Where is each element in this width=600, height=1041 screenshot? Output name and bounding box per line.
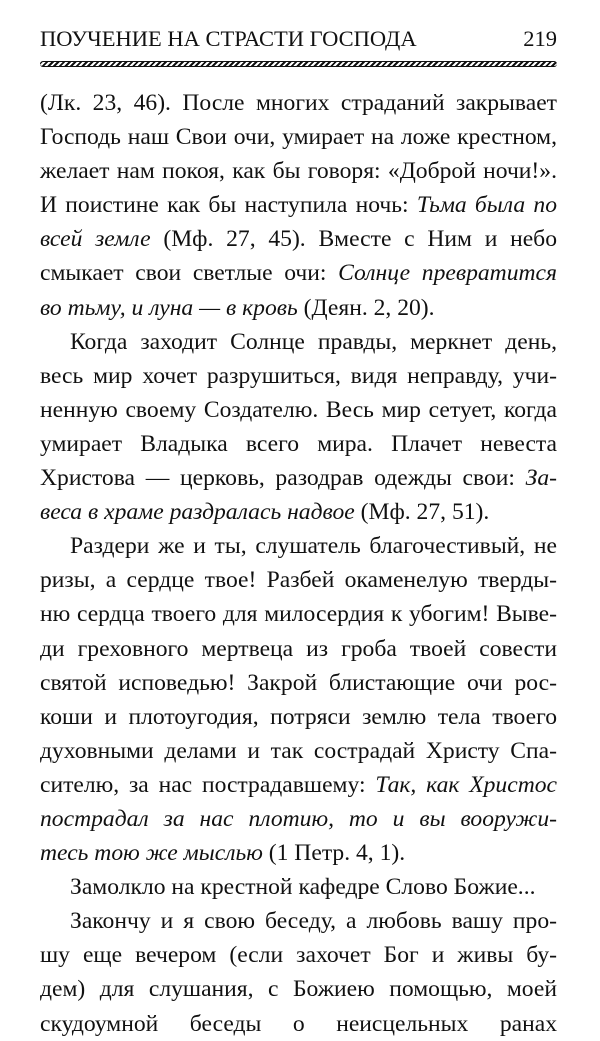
- text-line: [40, 972, 557, 1006]
- text-segment: Когда заходит Солнце правды, меркнет день,: [70, 328, 557, 355]
- italic-quote: Так, как Христос: [375, 771, 557, 798]
- text-line: [40, 86, 557, 120]
- text-line: [40, 120, 557, 154]
- text-segment: (1 Петр. 4, 1).: [262, 840, 406, 867]
- text-segment: желает нам покоя, как бы говоря: «Доброй ночи!».: [40, 158, 557, 185]
- text-segment: дем) для слушания, с Божиею помощью, моей: [40, 976, 557, 1003]
- text-line: [40, 666, 557, 700]
- text-line: [40, 495, 557, 529]
- text-segment: коши и плотоугодия, потряси землю тела твоего: [40, 703, 557, 730]
- text-segment: ненную своему Создателю. Весь мир сетует, когда: [40, 396, 557, 423]
- page-number: 219: [523, 26, 557, 51]
- text-segment: (Деян. 2, 20).: [297, 294, 435, 321]
- text-line: [40, 154, 557, 188]
- italic-quote: Тьма была по: [416, 192, 557, 219]
- italic-quote: тесь тою же мыслью: [40, 840, 263, 867]
- text-line: [40, 393, 557, 427]
- text-segment: (Мф. 27, 51).: [354, 499, 490, 526]
- text-segment: (Лк. 23, 46). После многих страданий закрывает: [40, 90, 557, 116]
- italic-quote: всей земле: [40, 226, 151, 253]
- text-segment: скудоумной беседы о неисцельных ранах: [40, 1010, 557, 1037]
- text-line: [40, 325, 557, 359]
- text-line: [40, 904, 557, 938]
- text-segment: Замолкло на крестной кафедре Слово Божие...: [70, 874, 536, 901]
- text-line: [40, 597, 557, 631]
- text-line: [40, 427, 557, 461]
- running-title: ПОУЧЕНИЕ НА СТРАСТИ ГОСПОДА: [40, 26, 417, 51]
- text-segment: смыкает свои светлые очи:: [40, 260, 339, 287]
- text-line: [40, 700, 557, 734]
- text-line: [40, 1007, 557, 1041]
- text-segment: Господь наш Свои очи, умирает на ложе крестном,: [40, 124, 557, 151]
- text-segment: умирает Владыка всего мира. Плачет невеста: [40, 430, 557, 457]
- text-line: [40, 563, 557, 597]
- text-line: [40, 222, 557, 256]
- text-line: [40, 291, 557, 325]
- text-segment: святой исповедью! Закрой блистающие очи рос-: [40, 669, 557, 696]
- text-line: [40, 529, 557, 563]
- italic-quote: во тьму, и луна — в кровь: [40, 294, 298, 321]
- body-text: [40, 86, 557, 1041]
- text-line: [40, 938, 557, 972]
- text-segment: Раздери же и ты, слушатель благочестивый, не: [70, 533, 557, 560]
- italic-quote: За-: [525, 465, 557, 492]
- text-segment: Христова — церковь, разодрав одежды свои:: [40, 465, 526, 492]
- text-segment: весь мир хочет разрушиться, видя неправду, учи-: [40, 362, 557, 389]
- text-line: [40, 836, 557, 870]
- text-line: [40, 256, 557, 290]
- text-line: [40, 359, 557, 393]
- text-line: [40, 768, 557, 802]
- text-line: [40, 802, 557, 836]
- text-segment: сителю, за нас пострадавшему:: [40, 771, 376, 798]
- page-header: [40, 24, 557, 54]
- text-line: [40, 461, 557, 495]
- text-segment: шу еще вечером (если захочет Бог и живы бу-: [40, 942, 557, 969]
- text-segment: духовными делами и так сострадай Христу Спа-: [40, 737, 557, 764]
- ornamental-rule: [40, 61, 557, 67]
- text-line: [40, 632, 557, 666]
- text-line: [40, 188, 557, 222]
- text-line: [40, 734, 557, 768]
- text-segment: И поистине как бы наступила ночь:: [40, 192, 417, 219]
- italic-quote: пострадал за нас плотию, то и вы вооружи-: [40, 805, 557, 832]
- italic-quote: веса в храме раздралась надвое: [40, 499, 355, 526]
- text-segment: ди греховного мертвеца из гроба твоей совести: [40, 635, 557, 662]
- text-segment: Закончу и я свою беседу, а любовь вашу про-: [70, 908, 557, 935]
- text-segment: (Мф. 27, 45). Вместе с Ним и небо: [150, 226, 557, 253]
- text-segment: ню сердца твоего для милосердия к убогим! Выве-: [40, 601, 557, 628]
- italic-quote: Солнце превратится: [338, 260, 557, 287]
- text-line: [40, 870, 557, 904]
- text-segment: ризы, а сердце твое! Разбей окаменелую тверды-: [40, 567, 557, 594]
